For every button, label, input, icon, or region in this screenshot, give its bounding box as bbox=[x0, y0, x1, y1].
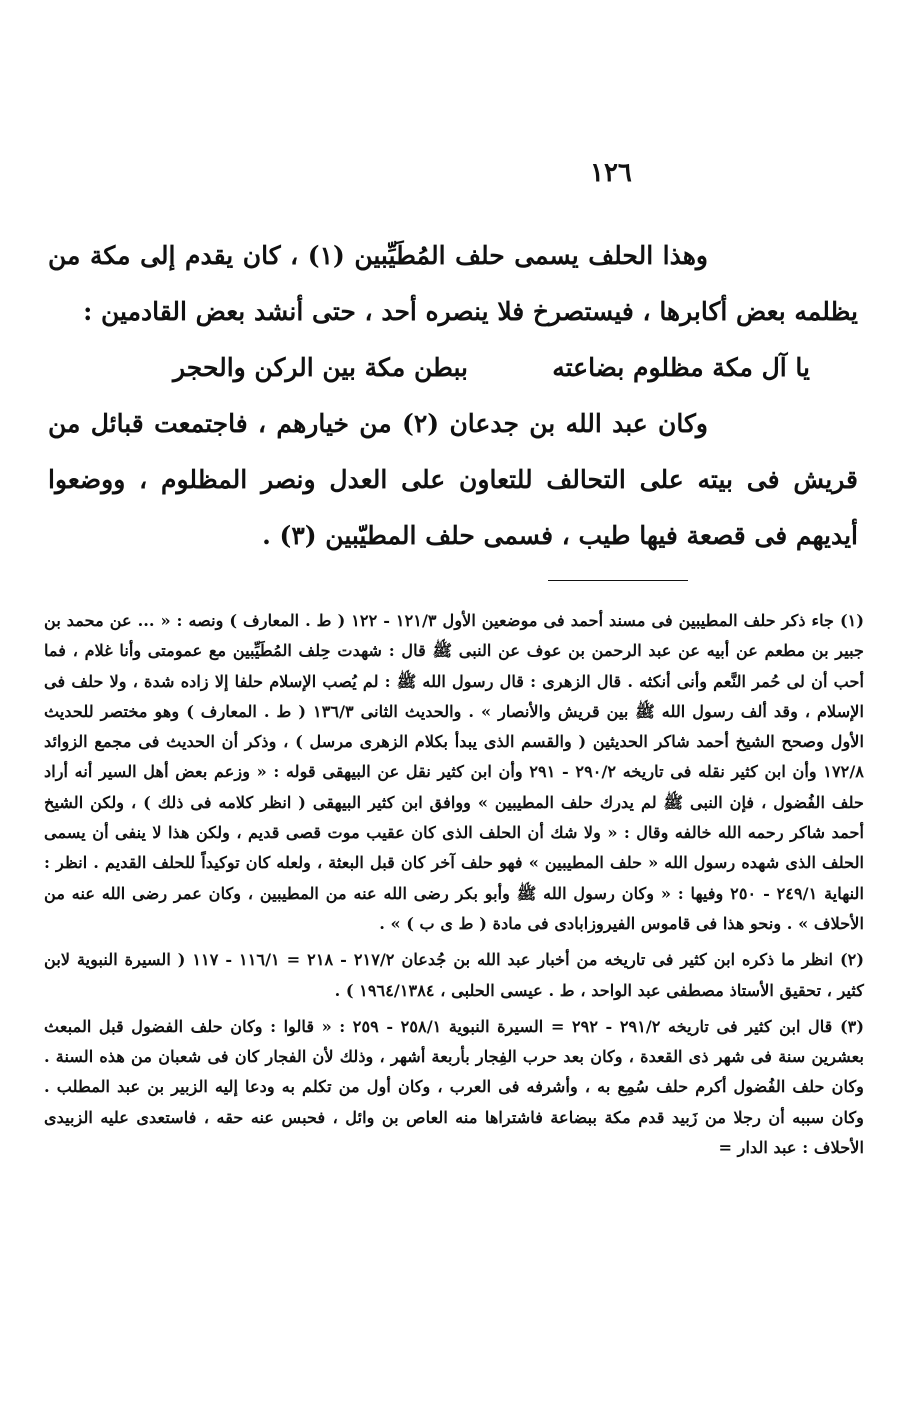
footnote-1: (١) جاء ذكر حلف المطيبين فى مسند أحمد فى موضعين الأول ١٢١/٣ - ١٢٢ ( ط . المعارف ) ونصه : « ... عن محمد بن جبير بن مطعم عن أبيه عن عبد الرحمن بن عوف عن النبى ﷺ قال : شهدت حِلف المُطَيِّبين مع عمومتى وأنا غلام ، فما أحب أن لى حُمر النَّعم وأنى أنكثه . قال الزهرى : قال رسول الله ﷺ : لم يُصب الإسلام حلفا إلا زاده شدة ، ولا حلف فى الإسلام ، وقد ألف رسول الله ﷺ بين قريش والأنصار » . والحديث الثانى ١٣٦/٣ ( ط . المعارف ) وهو مختصر للحديث الأول وصحح الشيخ أحمد شاكر الحديثين ( والقسم الذى يبدأ بكلام الزهرى مرسل ) ، وذكر أن الحديث فى مجمع الزوائد ١٧٢/٨ وأن ابن كثير نقله فى تاريخه ٢٩٠/٢ - ٢٩١ وأن ابن كثير نقل عن البيهقى قوله : « وزعم بعض أهل السير أنه أراد حلف الفُضول ، فإن النبى ﷺ لم يدرك حلف المطيبين » ووافق ابن كثير البيهقى ( انظر كلامه فى ذلك ) ، ولكن الشيخ أحمد شاكر رحمه الله خالفه وقال : « ولا شك أن الحلف الذى كان عقيب موت قصى قديم ، ولكن هذا لا ينفى أن يسمى الحلف الذى شهده رسول الله « حلف المطيبين » فهو حلف آخر كان قبل البعثة ، ولعله كان توكيداً للحلف القديم . انظر : النهاية ٢٤٩/١ - ٢٥٠ وفيها : « وكان رسول الله ﷺ وأبو بكر رضى الله عنه من المطيبين ، وكان عمر رضى الله عنه من الأحلاف » . ونحو هذا فى قاموس الفيروزابادى فى مادة ( ط ى ب ) » . bbox=[44, 611, 864, 933]
footnote-3: (٣) قال ابن كثير فى تاريخه ٢٩١/٢ - ٢٩٢ = السيرة النبوية ٢٥٨/١ - ٢٥٩ : « قالوا : وكان حلف الفضول قبل المبعث بعشرين سنة فى شهر ذى القعدة ، وكان بعد حرب الفِجار بأربعة أشهر ، وذلك لأن الفجار كان فى شعبان من هذه السنة . وكان حلف الفُضول أكرم حلف سُمِع به ، وأشرفه فى العرب ، وكان أول من تكلم به ودعا إليه الزبير بن عبد المطلب . وكان سببه أن رجلا من زَبيد قدم مكة ببضاعة فاشتراها منه العاص بن وائل ، فحبس عنه حقه ، فاستعدى عليه الزبيدى الأحلاف : عبد الدار = bbox=[44, 1016, 864, 1158]
footnote-2: (٢) انظر ما ذكره ابن كثير فى تاريخه من أخبار عبد الله بن جُدعان ٢١٧/٢ - ٢١٨ = ١١٦/١ - ١١٧ ( السيرة النبوية لابن كثير ، تحقيق الأستاذ مصطفى عبد الواحد ، ط . عيسى الحلبى ، ١٩٦٤/١٣٨٤ ) . bbox=[44, 950, 864, 1000]
footnotes bbox=[44, 606, 864, 1169]
poetry-verse bbox=[48, 340, 858, 396]
verse-first-hemistich: يا آل مكة مظلوم بضاعته bbox=[552, 353, 810, 382]
footnote-separator bbox=[548, 580, 688, 581]
paragraph-2: وكان عبد الله بن جدعان (٢) من خيارهم ، فاجتمعت قبائل من قريش فى بيته على التحالف للتعاون على العدل ونصر المظلوم ، ووضعوا أيديهم فى قصعة فيها طيب ، فسمى حلف المطيّبين (٣) . bbox=[48, 409, 858, 550]
main-text bbox=[48, 228, 858, 564]
verse-second-hemistich: ببطن مكة بين الركن والحجر bbox=[173, 353, 468, 382]
paragraph-1: وهذا الحلف يسمى حلف المُطَيِّبين (١) ، كان يقدم إلى مكة من يظلمه بعض أكابرها ، فيستصرخ فلا ينصره أحد ، حتى أنشد بعض القادمين : bbox=[48, 241, 858, 326]
page-number: ١٢٦ bbox=[590, 158, 632, 188]
